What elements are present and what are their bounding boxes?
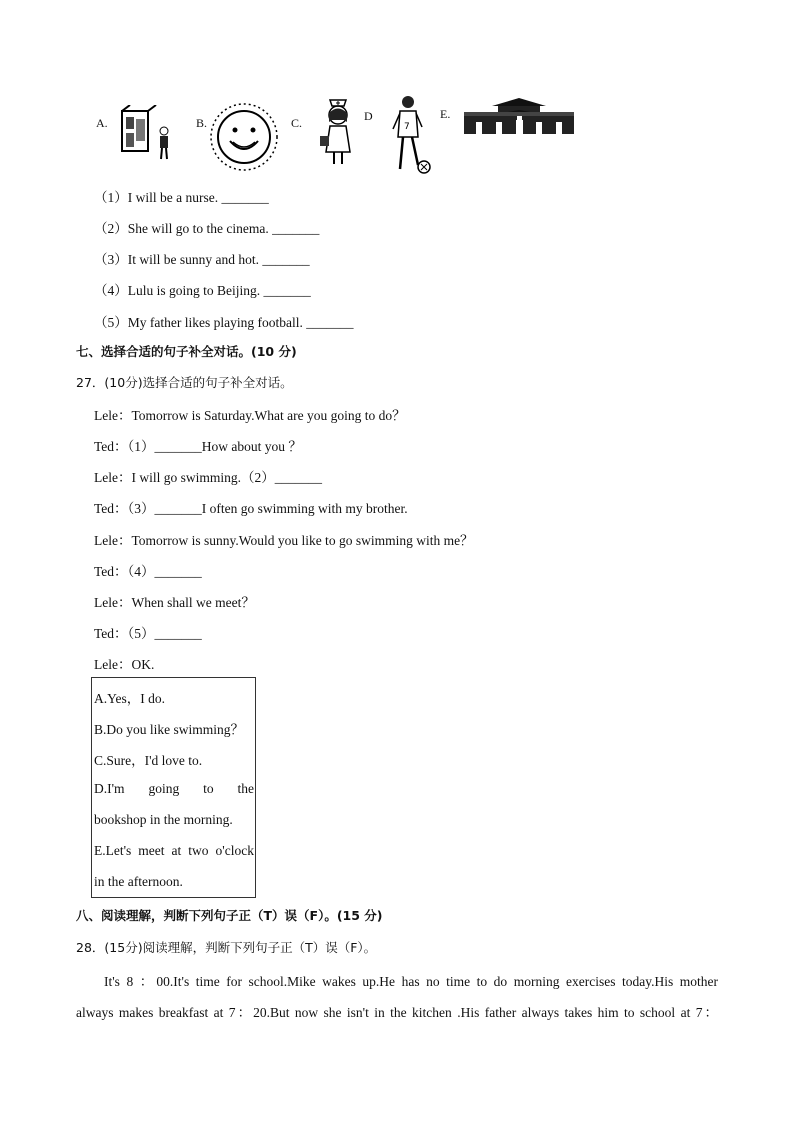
dialogue-line: Lele：OK. (94, 657, 155, 672)
svg-text:7: 7 (404, 122, 410, 132)
option-d-continuation: bookshop in the morning. (94, 812, 233, 827)
option-e (94, 843, 254, 859)
sun-icon (208, 101, 280, 173)
football-player-icon (388, 93, 438, 177)
nurse-icon (316, 96, 360, 166)
option-a: A.Yes，I do. (94, 691, 166, 706)
match-item-4: （4）Lulu is going to Beijing. _______ (94, 283, 311, 298)
options-box (91, 677, 256, 898)
dialogue-line: Ted：（5）_______ (94, 626, 202, 641)
cinema-poster-icon (116, 105, 178, 163)
match-item-5: （5）My father likes playing football. _______ (94, 315, 354, 330)
option-e-word: at (171, 843, 182, 858)
picture-label-d: D (364, 109, 373, 123)
tiananmen-icon (462, 96, 576, 138)
option-c: C.Sure，I'd love to. (94, 753, 203, 768)
option-e-continuation: in the afternoon. (94, 874, 183, 889)
picture-label-a: A. (96, 116, 108, 130)
match-item-3: （3）It will be sunny and hot. _______ (94, 252, 310, 267)
option-d-word: D.I'm (94, 781, 125, 796)
match-item-2: （2）She will go to the cinema. _______ (94, 221, 320, 236)
dialogue-line: Lele：When shall we meet？ (94, 595, 255, 610)
option-d (94, 781, 254, 797)
section-8-heading: 八、阅读理解，判断下列句子正（T）误（F）。(15 分) (76, 908, 383, 923)
section-7-heading: 七、选择合适的句子补全对话。(10 分) (76, 344, 297, 359)
question-28-title: 28．(15分)阅读理解，判断下列句子正（T）误（F）。 (76, 940, 377, 955)
dialogue-line: Ted：（4）_______ (94, 564, 202, 579)
dialogue-line: Lele：Tomorrow is Saturday.What are you going to do？ (94, 408, 406, 423)
match-item-1: （1）I will be a nurse. _______ (94, 190, 269, 205)
dialogue-line: Ted：（1）_______How about you ？ (94, 439, 302, 454)
question-27-title: 27．(10分)选择合适的句子补全对话。 (76, 375, 293, 390)
dialogue-line: Lele：Tomorrow is sunny.Would you like to go swimming with me？ (94, 533, 474, 548)
dialogue-line: Ted：（3）_______I often go swimming with my brother. (94, 501, 408, 516)
option-e-word: meet (138, 843, 165, 858)
option-d-word: going (148, 781, 180, 796)
picture-label-c: C. (291, 116, 303, 130)
option-e-word: two (188, 843, 209, 858)
passage-line-1: It's 8 ：00.It's time for school.Mike wakes up.He has no time to do morning exercises today.His mother (104, 974, 718, 989)
picture-label-e: E. (440, 107, 451, 121)
dialogue-line: Lele：I will go swimming.（2）_______ (94, 470, 322, 485)
picture-label-b: B. (196, 116, 208, 130)
passage-line-2: always makes breakfast at 7：20.But now she isn't in the kitchen .His father always takes him to school at 7： (76, 1005, 718, 1020)
option-e-word: E.Let's (94, 843, 132, 858)
option-b: B.Do you like swimming？ (94, 722, 245, 737)
option-d-word: the (237, 781, 254, 796)
option-d-word: to (203, 781, 214, 796)
option-e-word: o'clock (215, 843, 254, 858)
